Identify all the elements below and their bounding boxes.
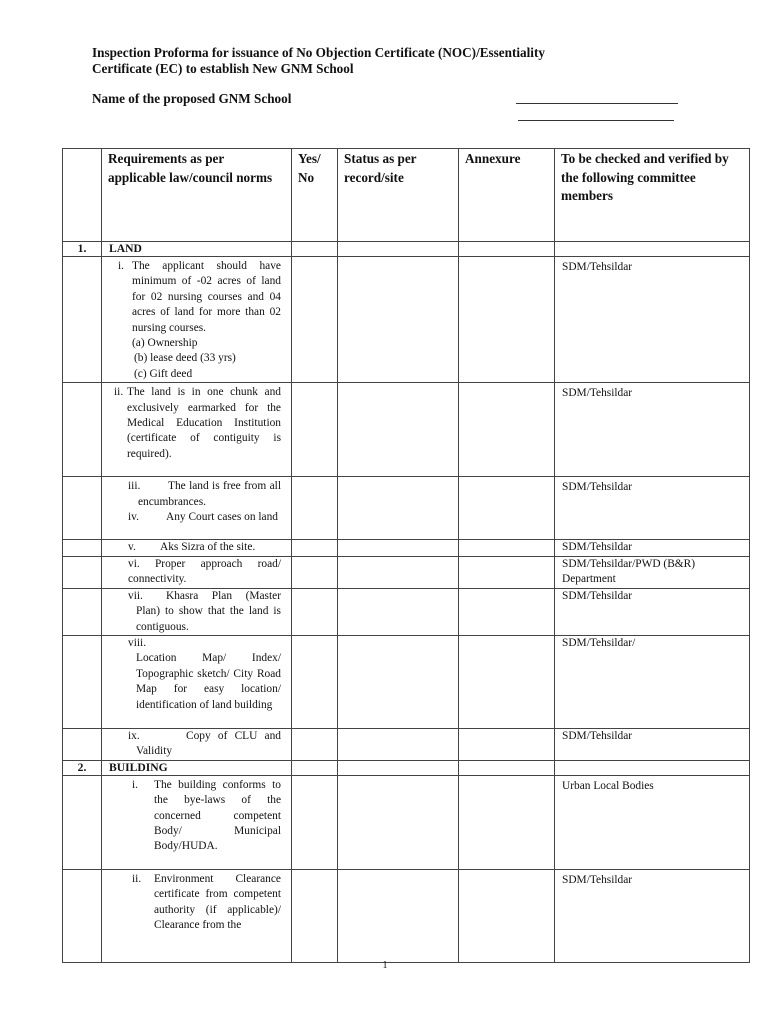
status-cell[interactable] bbox=[338, 383, 459, 477]
verifier-cell: SDM/Tehsildar bbox=[555, 257, 750, 383]
verifier-cell: SDM/Tehsildar bbox=[555, 477, 750, 540]
requirement-text: The land is in one chunk and exclusively earmarked for the Medical Education Institution (certificate of contiguity is required). bbox=[127, 386, 281, 460]
item-numeral: iv. bbox=[128, 511, 139, 524]
item-numeral: v. bbox=[128, 541, 136, 554]
status-cell[interactable] bbox=[338, 257, 459, 383]
item-numeral: vi. bbox=[128, 557, 140, 570]
annexure-cell[interactable] bbox=[459, 775, 555, 869]
section-title: BUILDING bbox=[102, 760, 292, 775]
annexure-cell[interactable] bbox=[459, 257, 555, 383]
requirement-text: Copy of CLU and Validity bbox=[136, 729, 281, 758]
item-numeral: i. bbox=[132, 778, 139, 791]
annexure-cell[interactable] bbox=[459, 383, 555, 477]
header-yes-no: Yes/ No bbox=[292, 149, 338, 242]
school-name-label: Name of the proposed GNM School bbox=[92, 91, 292, 106]
verifier-cell: Urban Local Bodies bbox=[555, 775, 750, 869]
table-row bbox=[63, 477, 750, 540]
header-verified-by: To be checked and verified by the following committee members bbox=[555, 149, 750, 242]
annexure-cell[interactable] bbox=[459, 635, 555, 728]
title-line-2: Certificate (EC) to establish New GNM School bbox=[92, 61, 354, 76]
yes-no-cell[interactable] bbox=[292, 477, 338, 540]
verifier-cell: SDM/Tehsildar bbox=[555, 540, 750, 557]
requirement-text: Proper approach road/ connectivity. bbox=[128, 557, 281, 586]
status-cell[interactable] bbox=[338, 588, 459, 635]
yes-no-cell[interactable] bbox=[292, 257, 338, 383]
table-row bbox=[63, 540, 750, 557]
yes-no-cell[interactable] bbox=[292, 556, 338, 588]
section-number: 2. bbox=[63, 760, 102, 775]
table-row bbox=[63, 556, 750, 588]
page-number: 1 bbox=[382, 960, 388, 971]
header-status: Status as per record/site bbox=[338, 149, 459, 242]
annexure-cell[interactable] bbox=[459, 540, 555, 557]
verifier-cell: SDM/Tehsildar bbox=[555, 588, 750, 635]
inspection-table bbox=[62, 148, 750, 963]
item-numeral: ii. bbox=[132, 872, 142, 885]
requirement-text: The building conforms to the bye-laws of the concerned competent Body/ Municipal Body/HUDA. bbox=[154, 778, 281, 853]
school-name-blank-line-1 bbox=[516, 103, 678, 104]
requirement-text: Location Map/ Index/ Topographic sketch/ City Road Map for easy location/ identification of land building bbox=[136, 652, 281, 711]
status-cell[interactable] bbox=[338, 635, 459, 728]
school-name-blank-line-2 bbox=[518, 120, 674, 121]
status-cell[interactable] bbox=[338, 869, 459, 962]
status-cell[interactable] bbox=[338, 728, 459, 760]
table-row bbox=[63, 869, 750, 962]
section-row-land bbox=[63, 242, 750, 257]
requirement-text: The applicant should have minimum of -02 acres of land for 02 nursing courses and 04 acres of land for more than 02 nursing courses. bbox=[132, 260, 281, 334]
section-title: LAND bbox=[102, 242, 292, 257]
section-number: 1. bbox=[63, 242, 102, 257]
yes-no-cell[interactable] bbox=[292, 869, 338, 962]
requirement-text: Aks Sizra of the site. bbox=[160, 541, 256, 554]
table-row bbox=[63, 728, 750, 760]
verifier-cell: SDM/Tehsildar bbox=[555, 869, 750, 962]
requirement-text: Environment Clearance certificate from competent authority (if applicable)/ Clearance from the bbox=[154, 872, 281, 931]
annexure-cell[interactable] bbox=[459, 556, 555, 588]
section-row-building bbox=[63, 760, 750, 775]
status-cell[interactable] bbox=[338, 477, 459, 540]
requirement-text: Any Court cases on land bbox=[166, 511, 278, 524]
status-cell[interactable] bbox=[338, 775, 459, 869]
header-requirements: Requirements as per applicable law/council norms bbox=[102, 149, 292, 242]
verifier-cell: SDM/Tehsildar bbox=[555, 383, 750, 477]
yes-no-cell[interactable] bbox=[292, 383, 338, 477]
verifier-cell: SDM/Tehsildar bbox=[555, 728, 750, 760]
item-numeral: iii. bbox=[128, 480, 141, 493]
annexure-cell[interactable] bbox=[459, 728, 555, 760]
requirement-subitem: (b) lease deed (33 yrs) bbox=[134, 352, 236, 365]
table-row bbox=[63, 257, 750, 383]
verifier-cell: SDM/Tehsildar/PWD (B&R) Department bbox=[555, 556, 750, 588]
yes-no-cell[interactable] bbox=[292, 588, 338, 635]
item-numeral: ix. bbox=[128, 729, 140, 742]
header-num-cell bbox=[63, 149, 102, 242]
item-numeral: ii. bbox=[114, 386, 124, 399]
table-row bbox=[63, 588, 750, 635]
requirement-subitem: (a) Ownership bbox=[132, 337, 198, 350]
title-line-1: Inspection Proforma for issuance of No Objection Certificate (NOC)/Essentiality bbox=[92, 45, 545, 60]
table-row bbox=[63, 775, 750, 869]
yes-no-cell[interactable] bbox=[292, 728, 338, 760]
requirement-text: Khasra Plan (Master Plan) to show that the land is contiguous. bbox=[136, 589, 281, 633]
table-row bbox=[63, 383, 750, 477]
header-annexure: Annexure bbox=[459, 149, 555, 242]
item-numeral: i. bbox=[118, 260, 125, 272]
status-cell[interactable] bbox=[338, 556, 459, 588]
table-row bbox=[63, 635, 750, 728]
annexure-cell[interactable] bbox=[459, 869, 555, 962]
item-numeral: vii. bbox=[128, 589, 143, 602]
yes-no-cell[interactable] bbox=[292, 635, 338, 728]
yes-no-cell[interactable] bbox=[292, 775, 338, 869]
yes-no-cell[interactable] bbox=[292, 540, 338, 557]
annexure-cell[interactable] bbox=[459, 588, 555, 635]
verifier-cell: SDM/Tehsildar/ bbox=[555, 635, 750, 728]
item-numeral: viii. bbox=[128, 636, 147, 649]
requirement-subitem: (c) Gift deed bbox=[134, 367, 193, 380]
document-title bbox=[92, 45, 682, 77]
requirement-text: The land is free from all encumbrances. bbox=[138, 480, 281, 508]
header-row bbox=[63, 149, 750, 242]
annexure-cell[interactable] bbox=[459, 477, 555, 540]
status-cell[interactable] bbox=[338, 540, 459, 557]
